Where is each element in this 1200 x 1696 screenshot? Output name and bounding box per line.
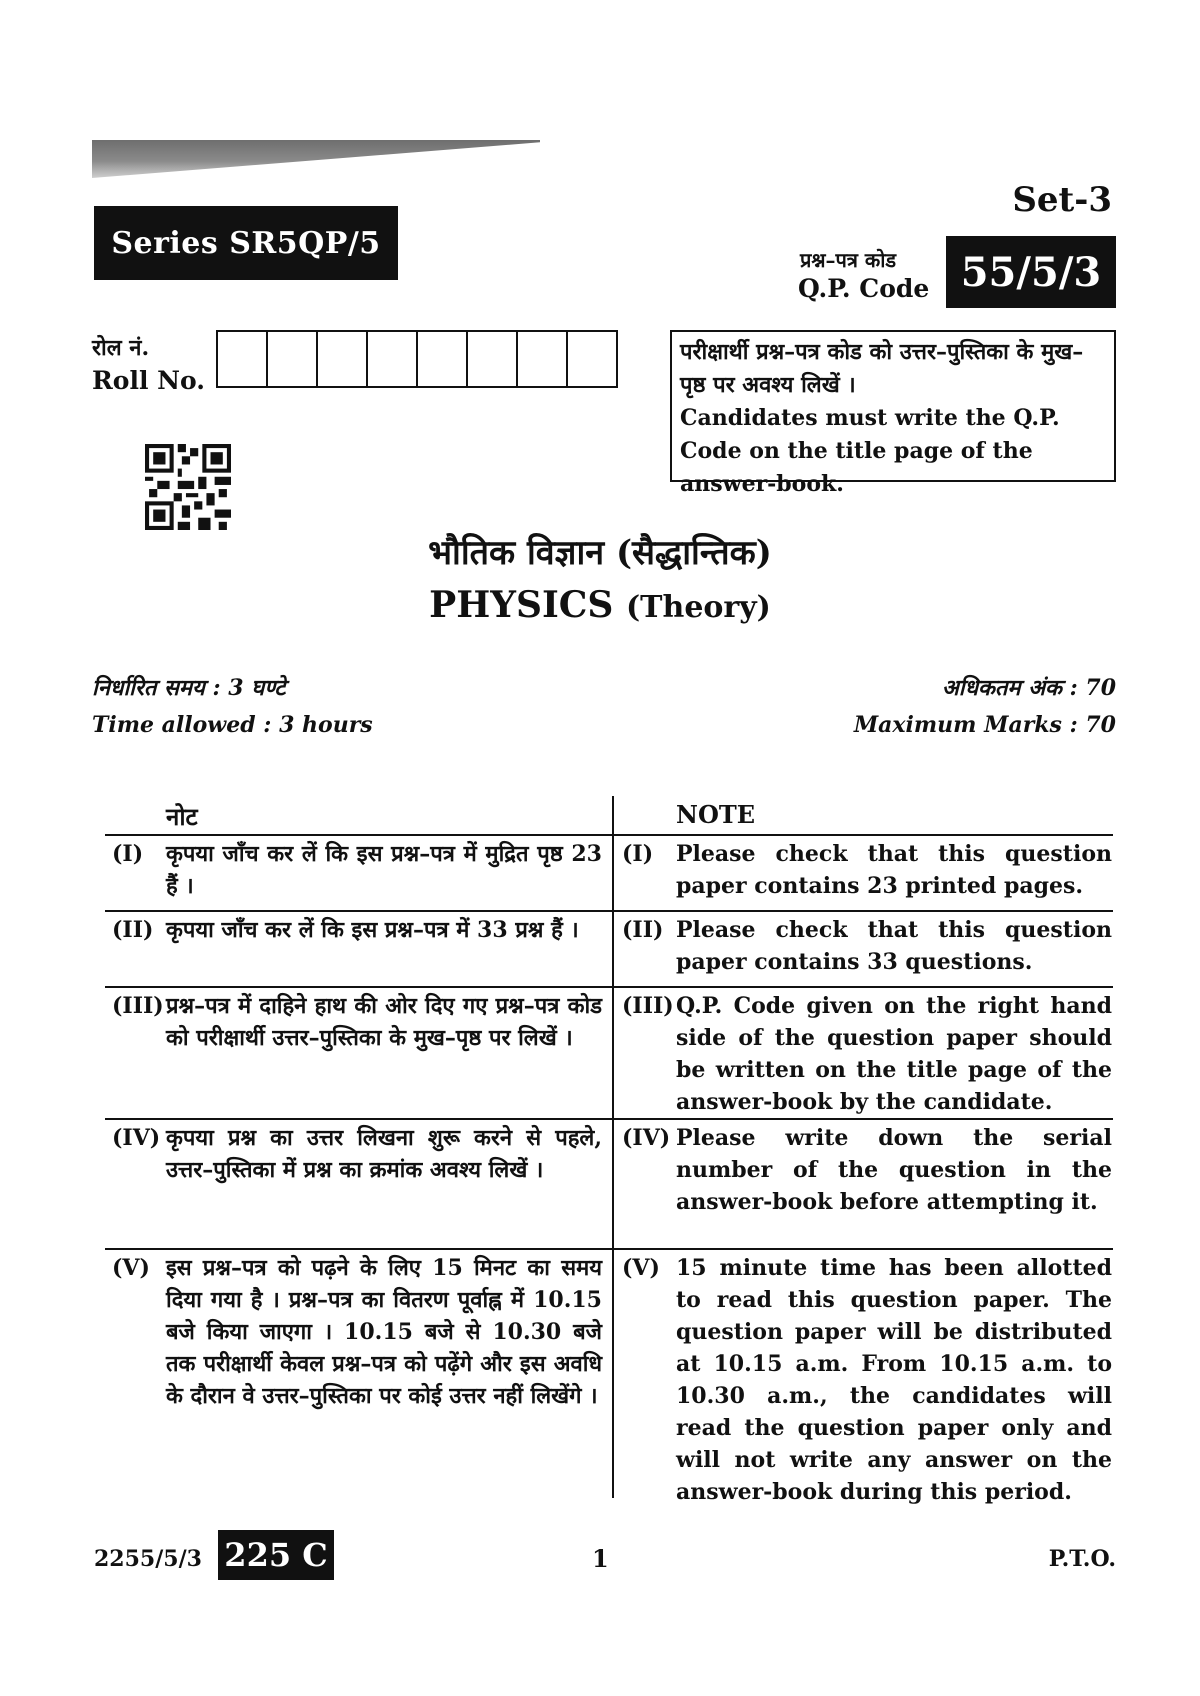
note-row — [622, 838, 1112, 902]
note-number: (II) — [112, 917, 154, 943]
roll-number-grid[interactable] — [216, 330, 618, 388]
page-number: 1 — [592, 1544, 609, 1573]
note-row-hindi — [112, 1252, 602, 1412]
subject-title-sub: (Theory) — [625, 590, 771, 625]
note-text-hindi: कृपया जाँच कर लें कि इस प्रश्न–पत्र में 33 प्रश्न हैं । — [166, 917, 579, 943]
roll-cell[interactable] — [568, 332, 616, 386]
roll-label-hindi: रोल नं. — [92, 335, 150, 361]
maximum-marks: Maximum Marks : 70 — [853, 712, 1116, 738]
note-number: (II) — [622, 917, 664, 943]
qp-code-box: 55/5/3 — [946, 236, 1116, 308]
roll-cell[interactable] — [218, 332, 268, 386]
qr-code-icon — [145, 444, 231, 530]
note-text-hindi: इस प्रश्न–पत्र को पढ़ने के लिए 15 मिनट का समय दिया गया है । प्रश्न–पत्र का वितरण पूर्वाह्न में 10.15 बजे किया जाएगा । 10.15 बजे से 10.30 बजे तक परीक्षार्थी केवल प्रश्न–पत्र को पढ़ेंगे और इस अवधि के दौरान वे उत्तर–पुस्तिका पर कोई उत्तर नहीं लिखेंगे । — [166, 1255, 602, 1409]
subject-title-hindi: भौतिक विज्ञान (सैद्धान्तिक) — [428, 533, 772, 573]
note-text-hindi: प्रश्न–पत्र में दाहिने हाथ की ओर दिए गए प्रश्न–पत्र कोड को परीक्षार्थी उत्तर–पुस्तिका के मुख–पृष्ठ पर लिखें । — [166, 993, 602, 1051]
note-text: 15 minute time has been allotted to read this question paper. The question paper will be distributed at 10.15 a.m. From 10.15 a.m. to 10.30 a.m., the candidates will read the question paper only and will not write any answer on the answer-book during this period. — [676, 1255, 1112, 1505]
qp-code-label-hindi: प्रश्न–पत्र कोड — [800, 248, 897, 272]
maximum-marks-hindi: अधिकतम अंक : 70 — [941, 675, 1116, 701]
qp-code-label: Q.P. Code — [798, 274, 930, 303]
time-allowed-hindi: निर्धारित समय : 3 घण्टे — [92, 675, 286, 701]
note-row — [622, 990, 1112, 1118]
note-row — [622, 1252, 1112, 1508]
note-row-hindi — [112, 914, 602, 946]
note-number: (IV) — [622, 1125, 671, 1151]
decorative-header-bar — [92, 140, 540, 178]
notes-header: NOTE — [676, 800, 755, 829]
note-number: (I) — [622, 841, 654, 867]
note-number: (I) — [112, 841, 144, 867]
row-separator — [105, 1118, 1113, 1120]
note-row-hindi — [112, 1122, 602, 1186]
paper-code: 2255/5/3 — [94, 1546, 202, 1572]
instruction-english: Candidates must write the Q.P. Code on the title page of the answer-book. — [680, 405, 1060, 497]
row-separator — [105, 834, 1113, 836]
roll-cell[interactable] — [418, 332, 468, 386]
row-separator — [105, 986, 1113, 988]
series-label: Series SR5QP/5 — [94, 206, 398, 280]
note-text: Please check that this question paper contains 23 printed pages. — [676, 841, 1112, 899]
note-row-hindi — [112, 838, 602, 902]
note-row — [622, 914, 1112, 978]
row-separator — [105, 910, 1113, 912]
roll-cell[interactable] — [318, 332, 368, 386]
row-separator — [105, 1248, 1113, 1250]
roll-cell[interactable] — [468, 332, 518, 386]
roll-label: Roll No. — [92, 366, 205, 395]
roll-cell[interactable] — [268, 332, 318, 386]
instruction-hindi: परीक्षार्थी प्रश्न–पत्र कोड को उत्तर–पुस्तिका के मुख–पृष्ठ पर अवश्य लिखें । — [680, 339, 1084, 398]
note-number: (III) — [622, 993, 674, 1019]
note-row-hindi — [112, 990, 602, 1054]
note-text-hindi: कृपया जाँच कर लें कि इस प्रश्न–पत्र में मुद्रित पृष्ठ 23 हैं । — [166, 841, 602, 899]
note-number: (V) — [112, 1255, 150, 1281]
note-number: (V) — [622, 1255, 660, 1281]
note-row — [622, 1122, 1112, 1218]
roll-cell[interactable] — [368, 332, 418, 386]
qp-code-instruction-box — [670, 330, 1116, 497]
note-text: Q.P. Code given on the right hand side of the question paper should be written on the title page of the answer-book by the candidate. — [676, 993, 1112, 1115]
subject-title — [0, 584, 1200, 626]
note-text: Please check that this question paper contains 33 questions. — [676, 917, 1112, 975]
roll-cell[interactable] — [518, 332, 568, 386]
paper-box-label: 225 C — [218, 1530, 334, 1580]
notes-header-hindi: नोट — [166, 802, 198, 831]
note-number: (IV) — [112, 1125, 161, 1151]
set-label: Set-3 — [1012, 180, 1112, 220]
note-text-hindi: कृपया प्रश्न का उत्तर लिखना शुरू करने से पहले, उत्तर–पुस्तिका में प्रश्न का क्रमांक अवश्य लिखें । — [166, 1125, 602, 1183]
note-number: (III) — [112, 993, 164, 1019]
time-allowed: Time allowed : 3 hours — [92, 712, 373, 738]
pto-label: P.T.O. — [1048, 1546, 1116, 1572]
notes-column-divider — [612, 796, 614, 1498]
subject-title-main: PHYSICS — [429, 584, 614, 626]
note-text: Please write down the serial number of the question in the answer-book before attempting it. — [676, 1125, 1112, 1215]
